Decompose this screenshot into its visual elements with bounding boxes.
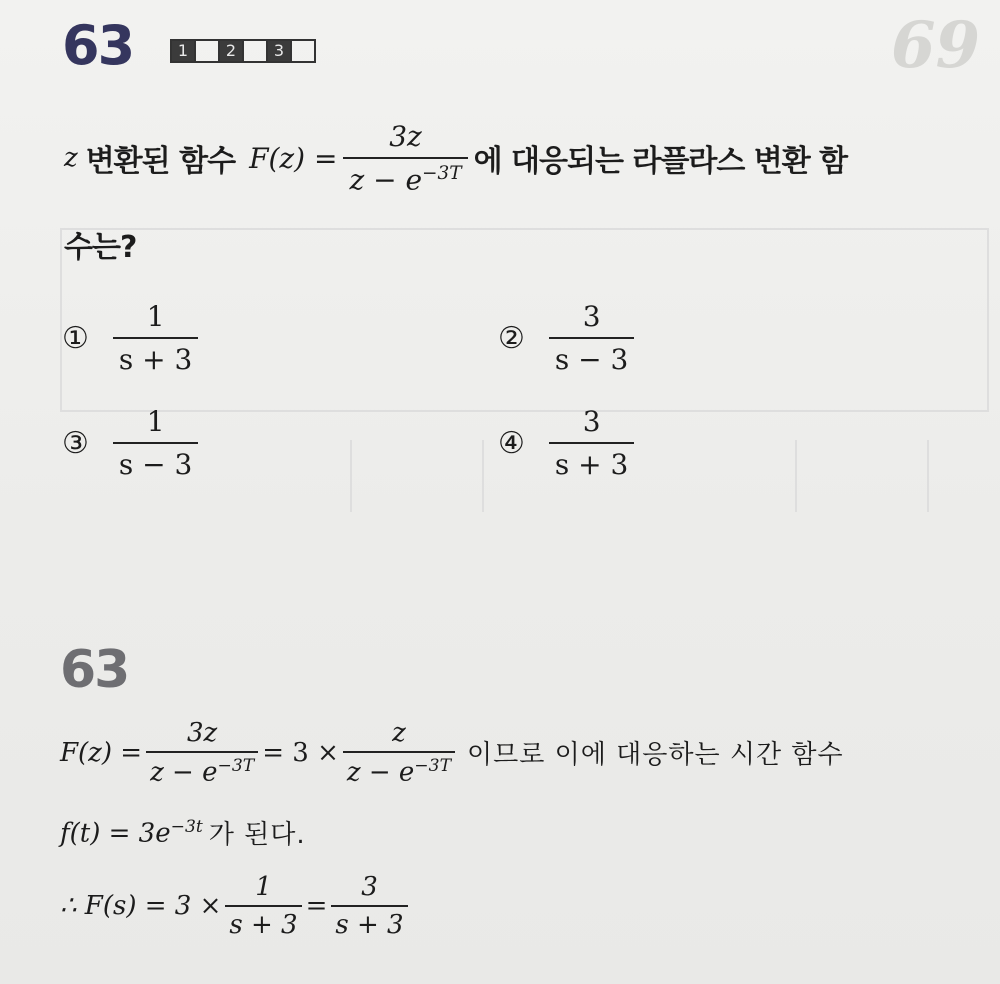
equals-sign: = bbox=[305, 891, 328, 921]
function-denominator bbox=[343, 157, 467, 196]
choice-marker: ③ bbox=[62, 425, 89, 461]
choice-numerator: 1 bbox=[146, 300, 165, 333]
function-fraction bbox=[343, 120, 467, 196]
question-stem-line-2: 수는? bbox=[64, 230, 137, 265]
solution-line-3 bbox=[60, 872, 412, 940]
choice-numerator: 3 bbox=[582, 300, 601, 333]
choice-4[interactable] bbox=[498, 405, 640, 481]
function-denominator-exponent: −3T bbox=[422, 162, 462, 184]
stem-variable: z bbox=[64, 143, 78, 173]
difficulty-checkbox bbox=[290, 39, 316, 63]
choice-fraction bbox=[113, 300, 198, 376]
stem-text: 에 대응되는 라플라스 변환 함 bbox=[473, 144, 848, 179]
denominator-exponent: −3T bbox=[414, 756, 452, 776]
function-denominator-base: z − e bbox=[349, 163, 423, 197]
choice-fraction bbox=[113, 405, 198, 481]
question-number: 63 bbox=[62, 14, 134, 77]
stem-text: 변환된 함수 bbox=[85, 144, 236, 179]
choice-fraction bbox=[549, 405, 634, 481]
laplace-result-lhs: ∴ F(s) = 3 × bbox=[60, 891, 222, 921]
ghost-matrix-b bbox=[795, 440, 929, 512]
solution-text: 가 된다. bbox=[208, 820, 306, 850]
laplace-fraction-1 bbox=[225, 872, 301, 940]
time-function-exponent: −3t bbox=[170, 816, 203, 837]
choice-2[interactable] bbox=[498, 300, 640, 376]
solution-line-2 bbox=[60, 814, 306, 851]
solution-line-1 bbox=[60, 718, 844, 788]
choice-fraction bbox=[549, 300, 634, 376]
time-function-base: f(t) = 3e bbox=[60, 818, 171, 849]
fraction-denominator: s + 3 bbox=[225, 905, 301, 940]
choice-denominator: s + 3 bbox=[113, 337, 198, 376]
choice-marker: ① bbox=[62, 320, 89, 356]
choice-denominator: s + 3 bbox=[549, 442, 634, 481]
difficulty-check-boxes bbox=[170, 39, 314, 63]
choice-3[interactable] bbox=[62, 405, 204, 481]
fraction-numerator: 1 bbox=[255, 872, 272, 902]
laplace-fraction-2 bbox=[331, 872, 407, 940]
ghost-question-number: 69 bbox=[890, 8, 980, 83]
question-stem-line-1 bbox=[64, 118, 847, 198]
solution-text: 이므로 이에 대응하는 시간 함수 bbox=[467, 740, 844, 771]
choice-denominator: s − 3 bbox=[549, 337, 634, 376]
choice-numerator: 1 bbox=[146, 405, 165, 438]
choice-marker: ④ bbox=[498, 425, 525, 461]
choice-denominator: s − 3 bbox=[113, 442, 198, 481]
choice-marker: ② bbox=[498, 320, 525, 356]
difficulty-checkbox bbox=[194, 39, 220, 63]
denominator-base: z − e bbox=[150, 757, 218, 788]
choice-numerator: 3 bbox=[582, 405, 601, 438]
time-function bbox=[60, 817, 203, 849]
difficulty-checkbox bbox=[242, 39, 268, 63]
denominator-base: z − e bbox=[346, 757, 415, 788]
fraction-numerator: z bbox=[392, 718, 406, 748]
fraction-numerator: 3z bbox=[187, 718, 218, 748]
solution-fraction-1 bbox=[146, 718, 258, 788]
solution-lhs: F(z) = bbox=[60, 737, 143, 768]
fraction-denominator bbox=[146, 751, 258, 788]
solution-times: = 3 × bbox=[262, 737, 339, 768]
denominator-exponent: −3T bbox=[217, 756, 255, 776]
difficulty-box-1: 1 bbox=[170, 39, 196, 63]
solution-number: 63 bbox=[60, 640, 129, 700]
fraction-denominator bbox=[343, 751, 455, 788]
ghost-matrix-a bbox=[350, 440, 484, 512]
fraction-denominator: s + 3 bbox=[331, 905, 407, 940]
difficulty-box-3: 3 bbox=[266, 39, 292, 63]
difficulty-box-2: 2 bbox=[218, 39, 244, 63]
choice-1[interactable] bbox=[62, 300, 204, 376]
function-lhs: F(z) = bbox=[249, 141, 338, 175]
solution-fraction-2 bbox=[343, 718, 455, 788]
fraction-numerator: 3 bbox=[361, 872, 378, 902]
function-numerator: 3z bbox=[389, 119, 422, 153]
